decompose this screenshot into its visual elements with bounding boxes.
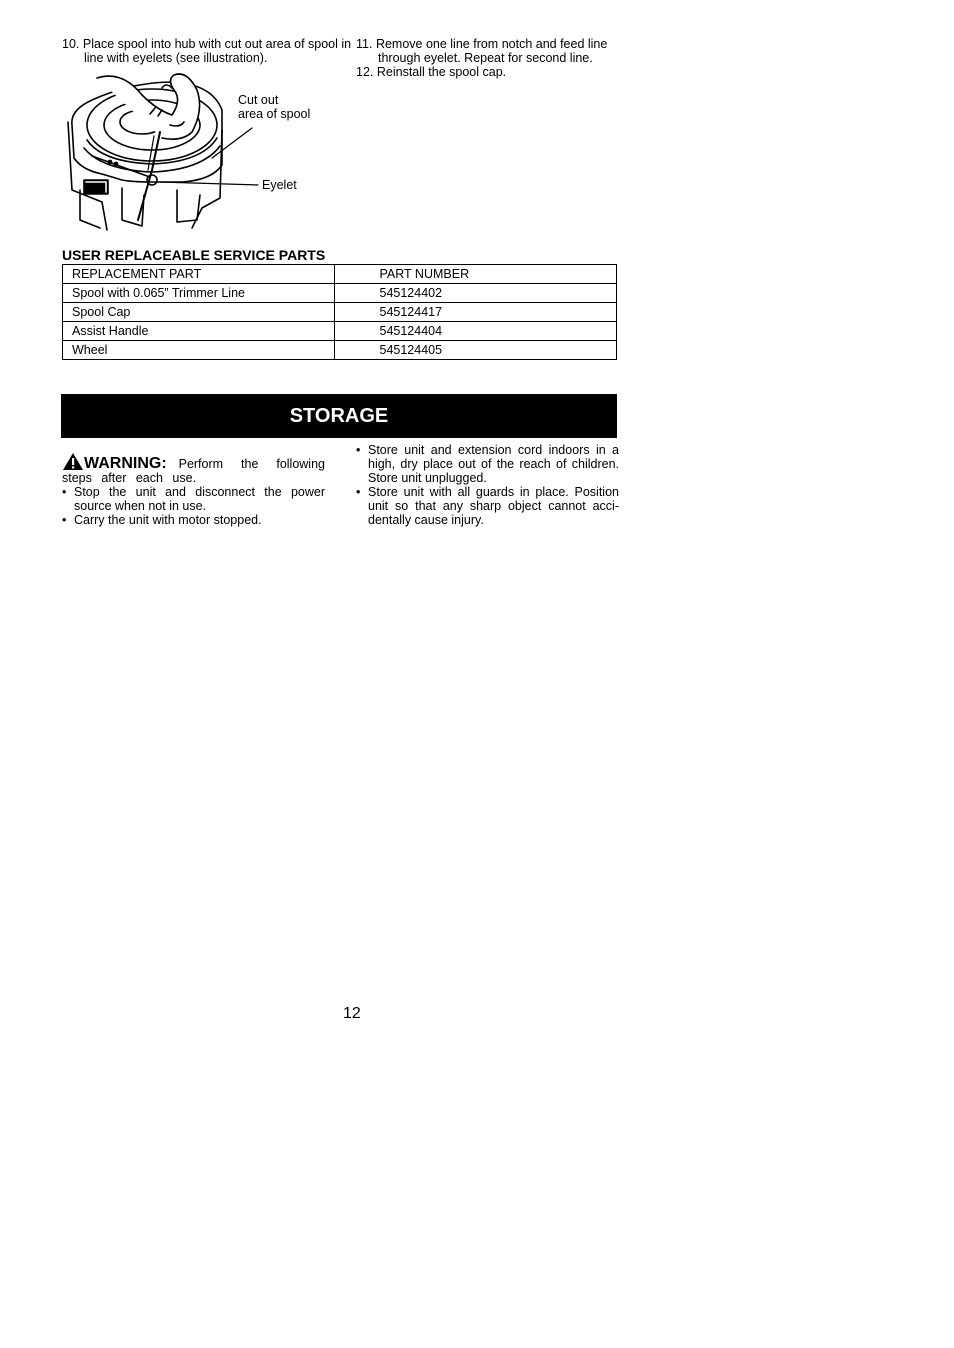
table-row xyxy=(63,322,617,341)
storage-right-column xyxy=(356,443,619,527)
callout-cutout xyxy=(238,93,310,121)
step-11-text: Remove one line from notch and feed line through eyelet. Repeat for second line. xyxy=(375,37,608,65)
bullet-dot: • xyxy=(356,443,361,457)
callout-cutout-line2: area of spool xyxy=(238,107,311,121)
part-number: 545124417 xyxy=(334,303,617,322)
list-item xyxy=(62,513,325,527)
left-bullet-text: Stop the unit and disconnect the power source when not in use. xyxy=(74,485,325,513)
right-bullet-text: Store unit with all guards in place. Position unit so that any sharp object cannot acci-dentally cause injury. xyxy=(368,485,619,527)
table-row xyxy=(63,284,617,303)
page-number: 12 xyxy=(343,1005,361,1022)
warning-label: WARNING: xyxy=(84,455,167,472)
storage-title: STORAGE xyxy=(289,404,389,427)
parts-table xyxy=(62,264,617,360)
part-number: 545124402 xyxy=(334,284,617,303)
part-name: Assist Handle xyxy=(63,322,335,341)
warning-block xyxy=(62,452,325,527)
warning-intro-paragraph xyxy=(62,452,325,485)
step-12-number: 12. xyxy=(356,65,374,79)
parts-table-header xyxy=(63,265,617,284)
step-11 xyxy=(356,37,644,65)
step-12-text: Reinstall the spool cap. xyxy=(376,65,507,79)
left-bullet-text: Carry the unit with motor stopped. xyxy=(74,513,262,527)
step-10 xyxy=(62,37,354,65)
callout-cutout-line1: Cut out xyxy=(238,93,279,107)
part-number: 545124405 xyxy=(334,341,617,360)
storage-banner xyxy=(61,394,617,438)
part-name: Wheel xyxy=(63,341,335,360)
list-item xyxy=(356,443,619,485)
step-12 xyxy=(356,65,644,79)
step-11-number: 11. xyxy=(356,37,373,51)
list-item xyxy=(356,485,619,527)
bullet-dot: • xyxy=(62,513,67,527)
parts-heading: USER REPLACEABLE SERVICE PARTS xyxy=(62,247,326,263)
part-name: Spool Cap xyxy=(63,303,335,322)
col-header-part: REPLACEMENT PART xyxy=(63,265,335,284)
step-10-number: 10. xyxy=(62,37,80,51)
bullet-dot: • xyxy=(62,485,67,499)
part-number: 545124404 xyxy=(334,322,617,341)
part-name: Spool with 0.065” Trimmer Line xyxy=(63,284,335,303)
right-bullet-text: Store unit and extension cord indoors in a high, dry place out of the reach of children. Store unit unplugged. xyxy=(368,443,619,485)
bullet-dot: • xyxy=(356,485,361,499)
callout-eyelet: Eyelet xyxy=(262,178,297,192)
col-header-number: PART NUMBER xyxy=(334,265,617,284)
warning-intro: Perform the following steps after each use. xyxy=(62,457,325,485)
table-row xyxy=(63,303,617,322)
step-10-text: Place spool into hub with cut out area of spool in line with eyelets (see illustration). xyxy=(82,37,352,65)
list-item xyxy=(62,485,325,513)
warning-triangle-icon xyxy=(62,452,84,471)
table-row xyxy=(63,341,617,360)
